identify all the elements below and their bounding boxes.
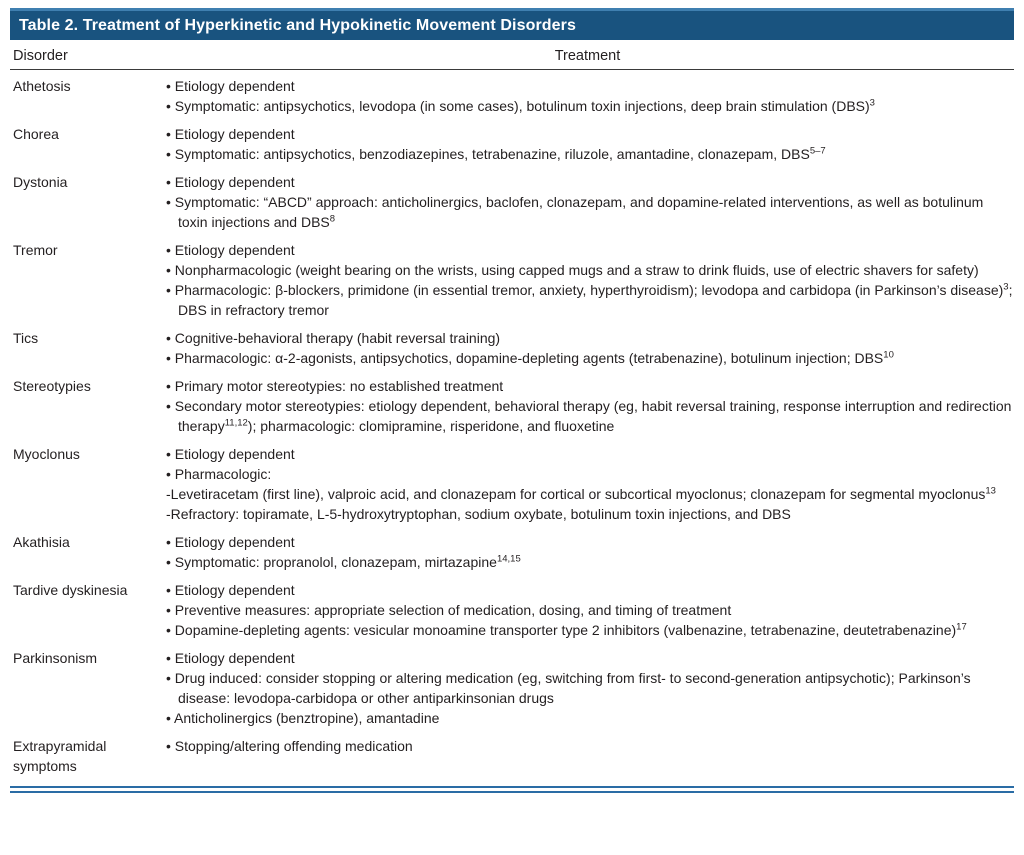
treatment-item: • Nonpharmacologic (weight bearing on the wrists, using capped mugs and a straw to drink fluids, use of electric shavers for safety)	[166, 262, 979, 278]
treatment-item: • Symptomatic: propranolol, clonazepam, mirtazapine$^{14,15}$	[166, 553, 521, 570]
disorder-cell: Parkinsonism	[13, 650, 98, 666]
treatment-item: • Etiology dependent	[166, 446, 295, 462]
treatment-item: • Etiology dependent	[166, 650, 295, 666]
column-header-row	[10, 40, 1014, 70]
column-header-treatment: Treatment	[554, 48, 621, 64]
disorder-cell: Tics	[13, 330, 39, 346]
treatment-cell	[166, 444, 1014, 524]
table-body	[10, 70, 1014, 780]
treatment-item: • Pharmacologic: β-blockers, primidone (in essential tremor, anxiety, hyperthyroidism); levodopa and carbidopa (in Parkinson’s disease)$^3$; DBS in refractory tremor	[166, 281, 1013, 318]
table-row	[10, 440, 1014, 528]
bottom-rule	[10, 786, 1014, 793]
treatment-cell	[166, 376, 1014, 436]
treatment-item: • Anticholinergics (benztropine), amantadine	[166, 710, 440, 726]
treatment-item: -Levetiracetam (first line), valproic acid, and clonazepam for cortical or subcortical myoclonus; clonazepam for segmental myoclonus$^{13}$	[166, 485, 996, 502]
treatment-cell	[166, 648, 1014, 728]
table-title: Table 2. Treatment of Hyperkinetic and Hypokinetic Movement Disorders	[19, 17, 576, 34]
treatment-item: • Etiology dependent	[166, 174, 295, 190]
disorder-cell: Chorea	[13, 126, 59, 142]
disorder-cell: Stereotypies	[13, 378, 91, 394]
disorder-cell: Dystonia	[13, 174, 68, 190]
treatment-cell	[166, 124, 1014, 164]
treatment-item: -Refractory: topiramate, L-5-hydroxytryptophan, sodium oxybate, botulinum toxin injections, and DBS	[166, 506, 791, 522]
table-row	[10, 324, 1014, 372]
disorder-cell: Akathisia	[13, 534, 70, 550]
disorder-cell: Athetosis	[13, 78, 71, 94]
treatment-item: • Dopamine-depleting agents: vesicular monoamine transporter type 2 inhibitors (valbenazine, tetrabenazine, deutetrabenazine)$^{17}$	[166, 621, 967, 638]
treatment-cell	[166, 580, 1014, 640]
table-row	[10, 372, 1014, 440]
treatment-item: • Symptomatic: “ABCD” approach: anticholinergics, baclofen, clonazepam, and dopamine-related interventions, as well as botulinum toxin injections and DBS$^8$	[166, 194, 984, 230]
disorder-cell: Tardive dyskinesia	[13, 582, 128, 598]
treatment-item: • Etiology dependent	[166, 582, 295, 598]
treatment-cell	[166, 532, 1014, 572]
treatment-item: • Secondary motor stereotypies: etiology dependent, behavioral therapy (eg, habit reversal training, response interruption and redirection therapy$^{11,12}$); pharmacologic: clomipramine, risperidone, and fluoxetine	[166, 398, 1012, 434]
table-row	[10, 120, 1014, 168]
treatment-cell	[166, 76, 1014, 116]
disorder-cell: Extrapyramidal symptoms	[13, 738, 107, 774]
treatment-item: • Drug induced: consider stopping or altering medication (eg, switching from first- to second-generation antipsychotic); Parkinson’s disease: levodopa-carbidopa or other antiparkinsonian drugs	[166, 670, 971, 706]
table-row	[10, 576, 1014, 644]
column-header-disorder: Disorder	[13, 48, 68, 64]
table-row	[10, 236, 1014, 324]
treatment-cell	[166, 240, 1014, 320]
treatment-item: • Preventive measures: appropriate selection of medication, dosing, and timing of treatment	[166, 602, 732, 618]
treatment-item: • Symptomatic: antipsychotics, levodopa (in some cases), botulinum toxin injections, deep brain stimulation (DBS)$^3$	[166, 97, 875, 114]
treatment-cell	[166, 172, 1014, 232]
disorder-cell: Tremor	[13, 242, 58, 258]
treatment-item: • Cognitive-behavioral therapy (habit reversal training)	[166, 330, 501, 346]
treatment-item: • Etiology dependent	[166, 242, 295, 258]
table-row	[10, 528, 1014, 576]
table-row	[10, 644, 1014, 732]
treatment-item: • Stopping/altering offending medication	[166, 738, 413, 754]
treatment-item: • Etiology dependent	[166, 126, 295, 142]
table-title-bar	[10, 8, 1014, 40]
table-row	[10, 72, 1014, 120]
treatment-item: • Pharmacologic: α-2-agonists, antipsychotics, dopamine-depleting agents (tetrabenazine), botulinum injection; DBS$^{10}$	[166, 349, 894, 366]
treatment-item: • Symptomatic: antipsychotics, benzodiazepines, tetrabenazine, riluzole, amantadine, clonazepam, DBS$^{5-7}$	[166, 145, 826, 162]
treatment-item: • Pharmacologic:	[166, 466, 272, 482]
treatment-item: • Primary motor stereotypies: no established treatment	[166, 378, 504, 394]
table-row	[10, 168, 1014, 236]
treatment-cell	[166, 736, 1014, 776]
disorder-cell: Myoclonus	[13, 446, 80, 462]
treatment-cell	[166, 328, 1014, 368]
treatment-item: • Etiology dependent	[166, 534, 295, 550]
treatment-item: • Etiology dependent	[166, 78, 295, 94]
table-row	[10, 732, 1014, 780]
